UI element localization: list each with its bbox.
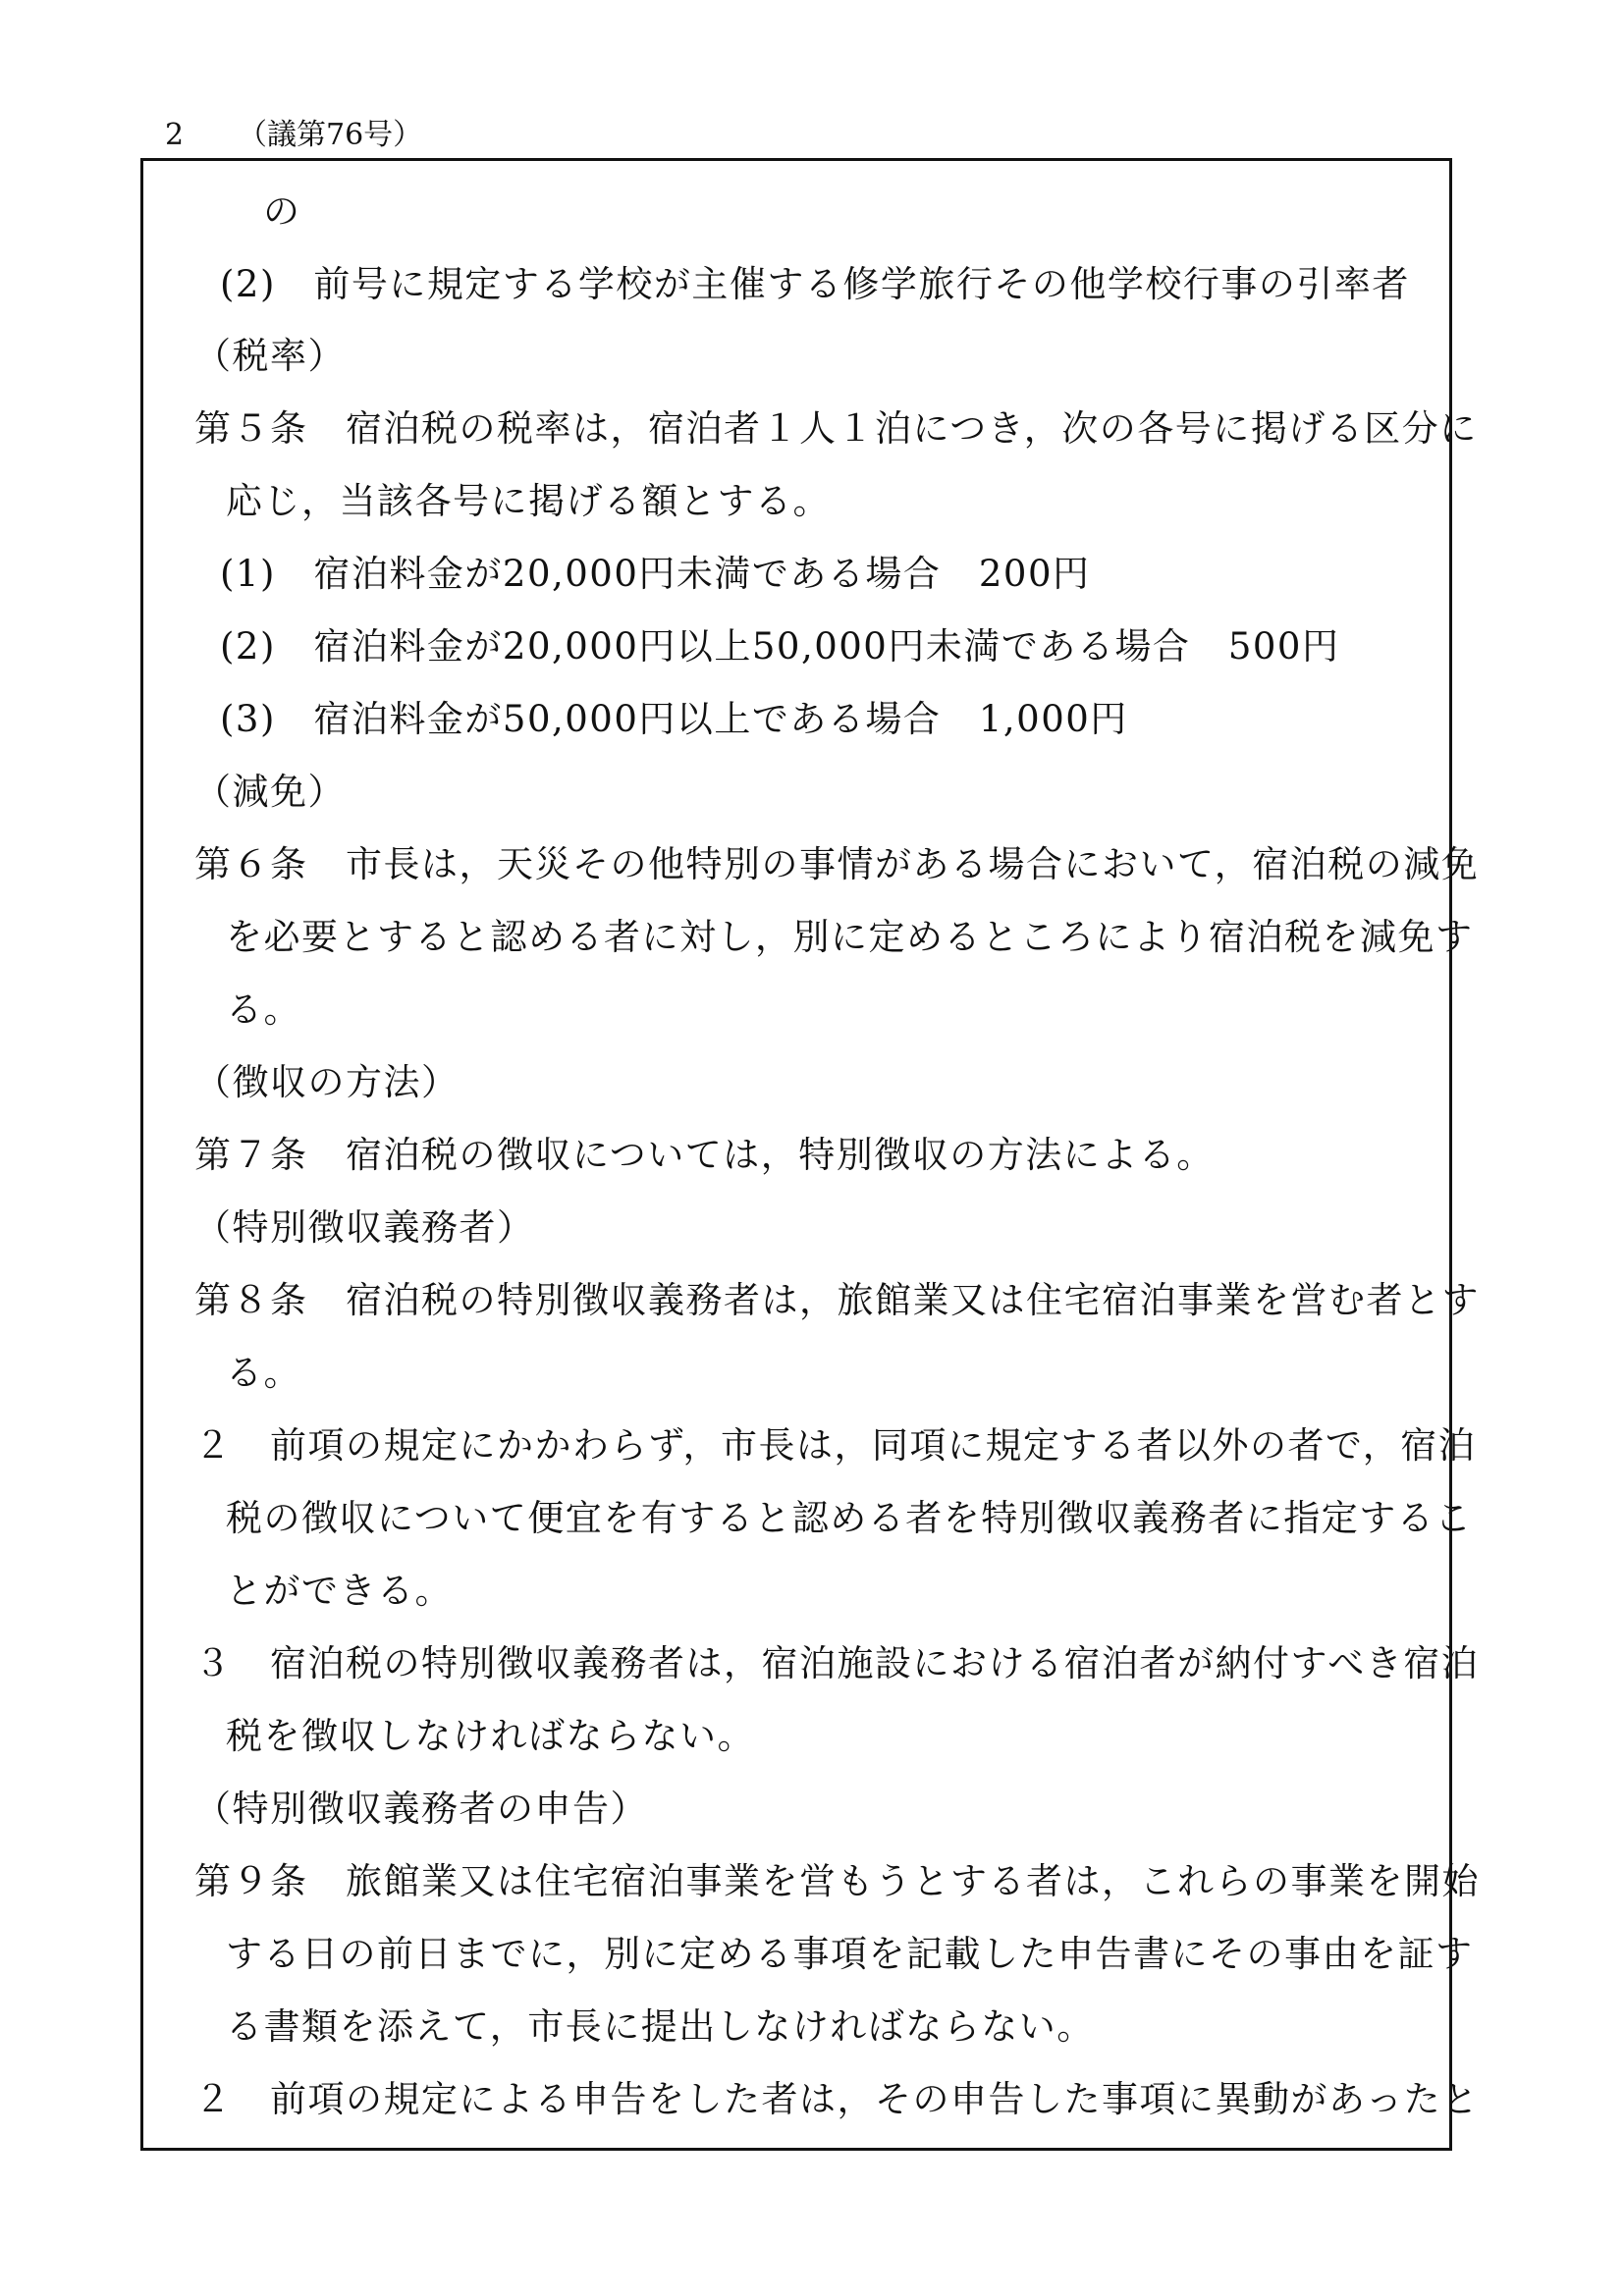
text-line: る書類を添えて，市長に提出しなければならない。 <box>226 2005 1095 2048</box>
article-line: 第８条 宿泊税の特別徴収義務者は，旅館業又は住宅宿泊事業を営む者とす <box>194 1279 1480 1321</box>
article-line: 第５条 宿泊税の税率は，宿泊者１人１泊につき，次の各号に掲げる区分に <box>194 407 1478 450</box>
text-line: 応じ，当該各号に掲げる額とする。 <box>226 480 831 522</box>
text-line: (2) 前号に規定する学校が主催する修学旅行その他学校行事の引率者 <box>220 263 1410 305</box>
text-line: (3) 宿泊料金が50,000円以上である場合 1,000円 <box>220 698 1128 740</box>
text-line: る。 <box>226 988 301 1031</box>
page-header <box>165 116 422 155</box>
bill-number: （議第76号） <box>238 118 423 152</box>
text-line: る。 <box>226 1352 301 1394</box>
paragraph-line: ３ 宿泊税の特別徴収義務者は，宿泊施設における宿泊者が納付すべき宿泊 <box>194 1642 1480 1684</box>
text-line: 税を徴収しなければならない。 <box>226 1715 755 1757</box>
text-line: とができる。 <box>226 1570 453 1612</box>
text-line: 税の徴収について便宜を有すると認める者を特別徴収義務者に指定するこ <box>226 1497 1473 1539</box>
page-number: 2 <box>165 118 185 152</box>
section-heading: （徴収の方法） <box>194 1061 460 1103</box>
article-line: 第６条 市長は，天災その他特別の事情がある場合において，宿泊税の減免 <box>194 843 1480 885</box>
text-line: の <box>263 190 301 233</box>
text-line: (1) 宿泊料金が20,000円未満である場合 200円 <box>220 553 1091 595</box>
text-line: する日の前日までに，別に定める事項を記載した申告書にその事由を証す <box>226 1933 1474 1975</box>
section-heading: （税率） <box>194 335 346 377</box>
article-line: 第９条 旅館業又は住宅宿泊事業を営もうとする者は，これらの事業を開始 <box>194 1860 1480 1902</box>
article-line: 第７条 宿泊税の徴収については，特別徴収の方法による。 <box>194 1134 1215 1176</box>
section-heading: （減免） <box>194 771 346 813</box>
paragraph-line: ２ 前項の規定による申告をした者は，その申告した事項に異動があったと <box>194 2078 1480 2120</box>
section-heading: （特別徴収義務者の申告） <box>194 1788 648 1830</box>
section-heading: （特別徴収義務者） <box>194 1206 535 1249</box>
text-line: (2) 宿泊料金が20,000円以上50,000円未満である場合 500円 <box>220 625 1340 667</box>
paragraph-line: ２ 前項の規定にかかわらず，市長は，同項に規定する者以外の者で，宿泊 <box>194 1424 1477 1467</box>
text-line: を必要とすると認める者に対し，別に定めるところにより宿泊税を減免す <box>226 916 1474 958</box>
